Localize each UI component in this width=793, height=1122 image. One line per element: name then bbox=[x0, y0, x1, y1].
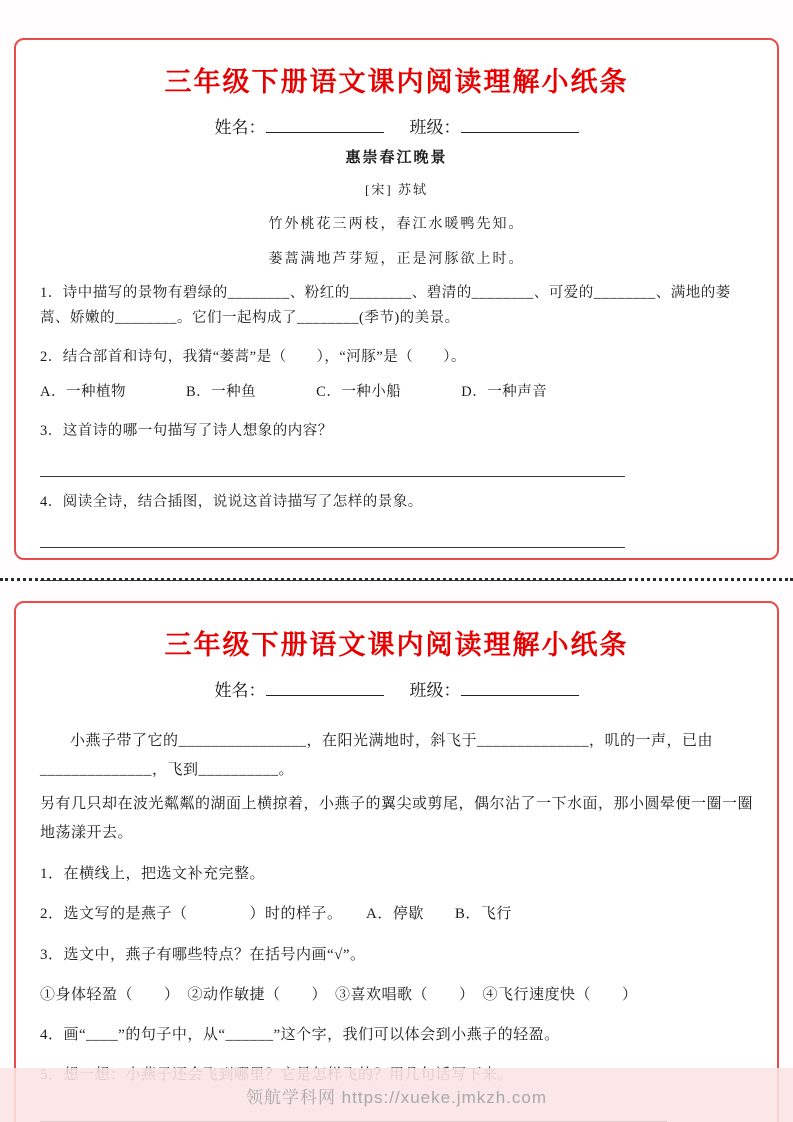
slip1-name-row bbox=[40, 113, 753, 138]
slip-1 bbox=[14, 38, 779, 560]
poem-author: [宋] 苏轼 bbox=[365, 182, 428, 197]
slip1-answer-line-2 bbox=[40, 547, 625, 548]
slip2-name-row bbox=[40, 676, 753, 701]
slip1-title: 三年级下册语文课内阅读理解小纸条 bbox=[164, 67, 629, 97]
slip1-question-4: 4．阅读全诗，结合插图，说说这首诗描写了怎样的景象。 bbox=[40, 493, 423, 510]
slip2-passage-2: 另有几只却在波光粼粼的湖面上横掠着，小燕子的翼尖或剪尾，偶尔沾了一下水面，那小圆晕便一圈一圈地荡漾开去。 bbox=[40, 796, 754, 841]
poem-title: 惠崇春江晚景 bbox=[345, 149, 448, 166]
slip2-question-3-items: ①身体轻盈（ ） ②动作敏捷（ ） ③喜欢唱歌（ ） ④飞行速度快（ ） bbox=[40, 986, 638, 1003]
class-label: 班级： bbox=[409, 681, 461, 700]
slip2-question-2: 2．选文写的是燕子（ ）时的样子。 A．停歇 B．飞行 bbox=[40, 906, 512, 923]
name-blank bbox=[266, 115, 384, 133]
footer-watermark-text: 领航学科网 https://xueke.jmkzh.com bbox=[245, 1087, 548, 1107]
slip-2 bbox=[14, 601, 779, 1122]
name-label: 姓名： bbox=[214, 118, 266, 137]
slip2-passage-1: 小燕子带了它的________________，在阳光满地时，斜飞于______________，叽的一声，已由______________，飞到__________。 bbox=[40, 733, 714, 778]
dotted-separator bbox=[0, 578, 793, 581]
slip1-question-3: 3．这首诗的哪一句描写了诗人想象的内容？ bbox=[40, 422, 333, 439]
slip1-question-1: 1．诗中描写的景物有碧绿的________、粉红的________、碧清的________、可爱的________、满地的蒌蒿、娇嫩的________。它们一起构成了________(季节)的美景。 bbox=[40, 285, 731, 327]
poem-line-1: 竹外桃花三两枝，春江水暖鸭先知。 bbox=[268, 217, 525, 232]
slip2-question-3: 3．选文中，燕子有哪些特点？在括号内画“√”。 bbox=[40, 946, 366, 963]
poem-line-2: 蒌蒿满地芦芽短，正是河豚欲上时。 bbox=[268, 252, 525, 267]
slip1-answer-line-1 bbox=[40, 476, 625, 477]
slip1-question-2: 2．结合部首和诗句，我猜“蒌蒿”是（ ），“河豚”是（ ）。 bbox=[40, 348, 466, 365]
slip1-question-2-options: A．一种植物 B．一种鱼 C．一种小船 D．一种声音 bbox=[40, 384, 548, 401]
footer-bar bbox=[0, 1068, 793, 1122]
class-blank bbox=[461, 115, 579, 133]
class-blank bbox=[461, 678, 579, 696]
class-label: 班级： bbox=[409, 118, 461, 137]
slip2-title: 三年级下册语文课内阅读理解小纸条 bbox=[164, 630, 629, 660]
slip2-question-1: 1．在横线上，把选文补充完整。 bbox=[40, 866, 266, 882]
slip2-question-4: 4．画“____”的句子中，从“______”这个字，我们可以体会到小燕子的轻盈。 bbox=[40, 1027, 560, 1043]
name-label: 姓名： bbox=[214, 681, 266, 700]
name-blank bbox=[266, 678, 384, 696]
